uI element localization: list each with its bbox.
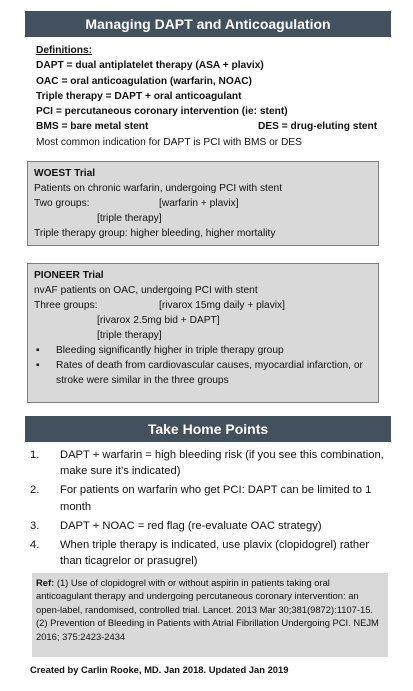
take-home-title: Take Home Points — [147, 421, 269, 437]
pioneer-patients: nvAF patients on OAC, undergoing PCI with stent — [34, 285, 258, 296]
pioneer-title: PIONEER Trial — [34, 270, 104, 281]
definitions-heading: Definitions: — [36, 45, 93, 56]
definition-stents-row — [36, 119, 396, 134]
definition-bms: BMS = bare metal stent — [36, 121, 149, 133]
list-item — [30, 537, 385, 569]
point-text: When triple therapy is indicated, use plavix (clopidogrel) rather than ticagrelor or prasugrel) — [60, 539, 370, 568]
list-item — [30, 518, 385, 534]
bullet-icon: ▪ — [36, 345, 40, 356]
point-number: 2. — [30, 484, 40, 497]
list-item — [30, 482, 385, 514]
pioneer-group-2: [rivarox 2.5mg bid + DAPT] — [97, 315, 220, 326]
pioneer-bullet-1 — [34, 343, 372, 358]
definition-oac: OAC = oral anticoagulation (warfarin, NOAC) — [36, 75, 252, 87]
pioneer-groups-label: Three groups: — [34, 300, 98, 311]
point-number: 4. — [30, 539, 40, 552]
list-item — [30, 447, 385, 479]
references-text: (1) Use of clopidogrel with or without aspirin in patients taking oral anticoagulant therapy and undergoing percutaneous coronary intervention: an open-label, randomised, controlled trial. Lancet. 2013 Mar 30;381(9872):1107-15. (2) Prevention of Bleeding in Patients with Atrial Fibrillation Undergoing PCI. NEJM 2016; 375:2423-2434 — [36, 577, 379, 642]
definition-common-indication: Most common indication for DAPT is PCI with BMS or DES — [36, 136, 302, 148]
pioneer-bullet-1-text: Bleeding significantly higher in triple therapy group — [56, 345, 284, 356]
references-label: Ref: — [36, 577, 55, 588]
woest-trial-box — [27, 161, 379, 246]
page-title: Managing DAPT and Anticoagulation — [85, 16, 331, 32]
point-number: 3. — [30, 519, 40, 532]
woest-groups-row — [34, 196, 372, 211]
take-home-list — [30, 447, 385, 572]
point-text: For patients on warfarin who get PCI: DAPT can be limited to 1 month — [60, 484, 372, 513]
bullet-icon: ▪ — [36, 360, 40, 371]
woest-patients: Patients on chronic warfarin, undergoing PCI with stent — [34, 183, 283, 194]
title-banner — [25, 11, 391, 37]
pioneer-group-3: [triple therapy] — [97, 330, 162, 341]
definition-des: DES = drug-eluting stent — [258, 121, 378, 133]
pioneer-trial-box — [27, 263, 379, 403]
woest-title: WOEST Trial — [34, 168, 96, 179]
definition-pci: PCI = percutaneous coronary intervention (ie: stent) — [36, 106, 288, 118]
pioneer-bullet-2 — [34, 358, 372, 388]
definition-dapt: DAPT = dual antiplatelet therapy (ASA + plavix) — [36, 60, 264, 72]
pioneer-groups-row — [34, 298, 372, 313]
references-box — [32, 573, 388, 657]
point-text: DAPT + NOAC = red flag (re-evaluate OAC strategy) — [60, 519, 322, 532]
woest-group-2: [triple therapy] — [97, 213, 162, 224]
pioneer-group-1: [rivarox 15mg daily + plavix] — [159, 300, 285, 311]
woest-result: Triple therapy group: higher bleeding, higher mortality — [34, 228, 276, 239]
definitions-section — [36, 43, 396, 150]
woest-group-1: [warfarin + plavix] — [159, 198, 239, 209]
point-number: 1. — [30, 449, 40, 461]
woest-groups-label: Two groups: — [34, 198, 90, 209]
pioneer-bullet-2-text: Rates of death from cardiovascular causes, myocardial infarction, or stroke were similar in the three groups — [56, 360, 363, 386]
definition-triple-therapy: Triple therapy = DAPT + oral anticoagulant — [36, 90, 242, 102]
author-credit: Created by Carlin Rooke, MD. Jan 2018. Updated Jan 2019 — [30, 664, 289, 675]
take-home-banner — [25, 416, 391, 442]
point-text: DAPT + warfarin = high bleeding risk (if you see this combination, make sure it’s indicated) — [60, 449, 384, 478]
